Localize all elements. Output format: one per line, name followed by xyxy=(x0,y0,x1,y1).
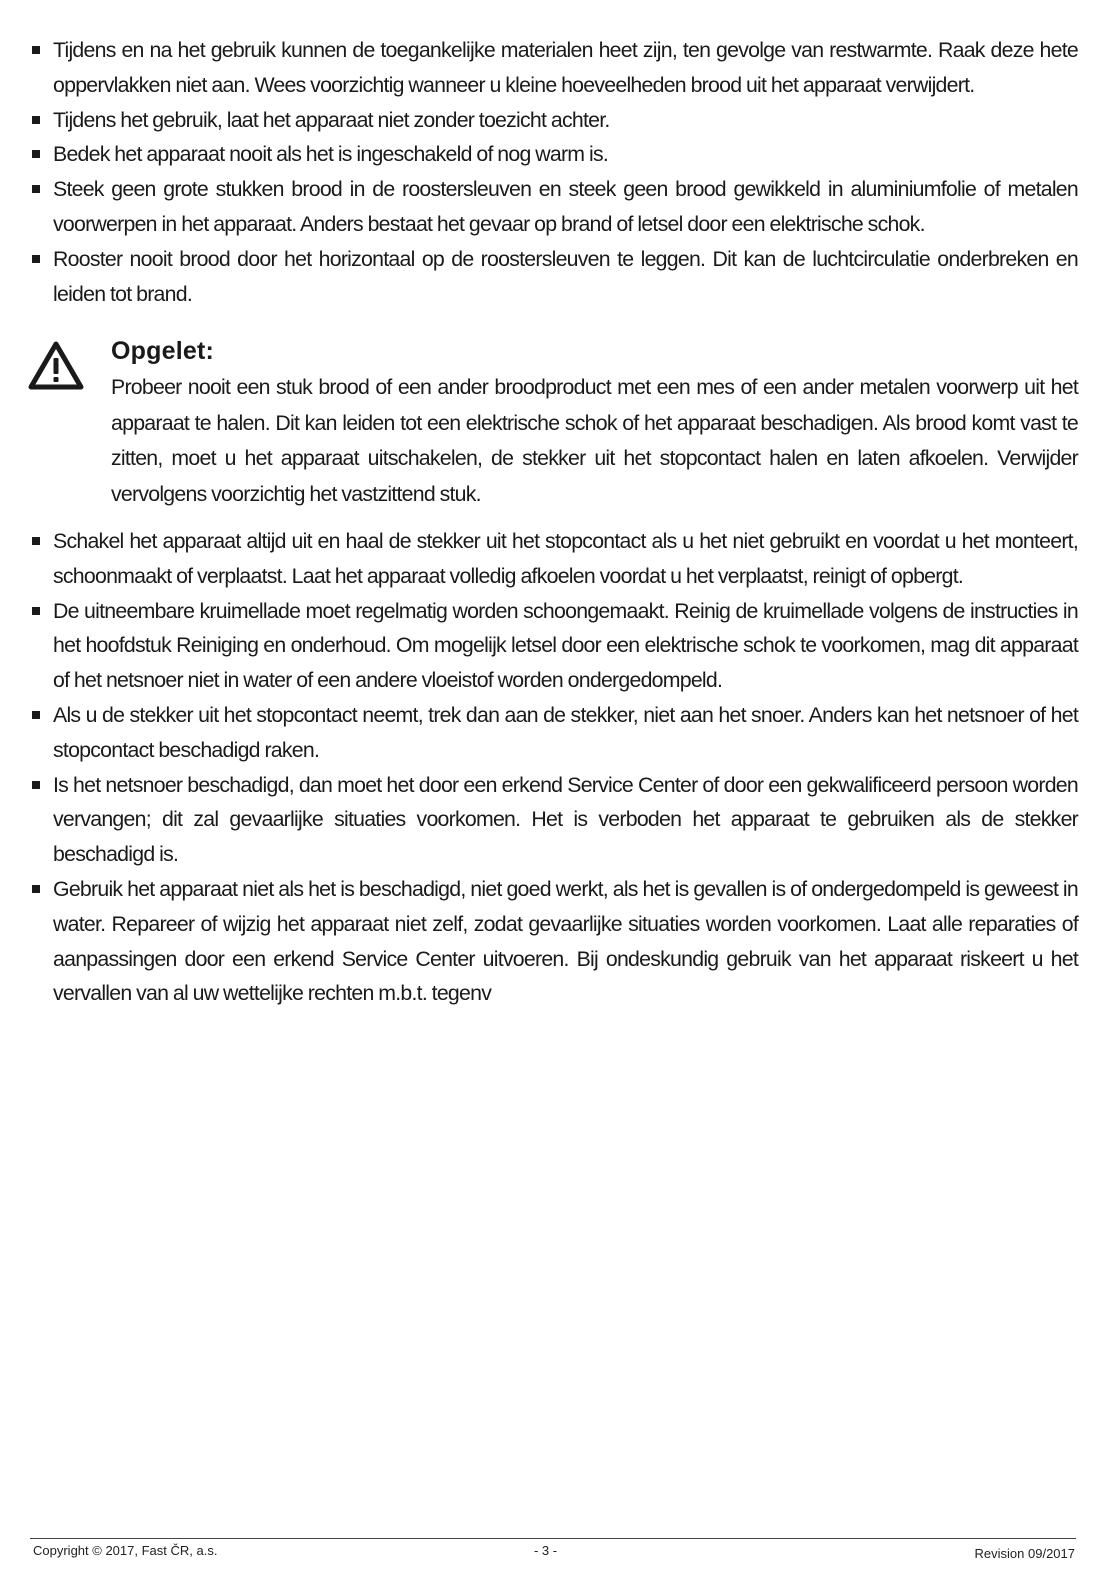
bullet-square-icon xyxy=(32,185,40,193)
bullet-square-icon xyxy=(32,781,40,789)
safety-list-top xyxy=(28,33,1078,311)
list-item-text: Tijdens en na het gebruik kunnen de toegankelijke materialen heet zijn, ten gevolge van restwarmte. Raak deze hete oppervlakken niet aan. Wees voorzichtig wanneer u kleine hoeveelheden brood uit het apparaat verwijdert. xyxy=(53,38,1078,97)
bullet-square-icon xyxy=(32,885,40,893)
list-item-text: Rooster nooit brood door het horizontaal op de roostersleuven te leggen. Dit kan de luchtcirculatie onderbreken en leiden tot brand. xyxy=(53,246,1078,306)
list-item xyxy=(28,872,1078,1011)
bullet-square-icon xyxy=(32,116,40,124)
warning-title: Opgelet: xyxy=(111,337,214,365)
list-item xyxy=(28,242,1078,312)
safety-list-bottom xyxy=(28,524,1078,1011)
list-item xyxy=(28,172,1078,242)
list-item xyxy=(28,103,1078,138)
list-item-text: De uitneembare kruimellade moet regelmatig worden schoongemaakt. Reinig de kruimellade volgens de instructies in het hoofdstuk Reiniging en onderhoud. Om mogelijk letsel door een elektrische schok te voorkomen, mag dit apparaat of het netsnoer niet in water of een andere vloeistof worden ondergedompeld. xyxy=(53,598,1078,693)
footer-page-number: - 3 - xyxy=(533,1543,558,1558)
bullet-square-icon xyxy=(32,711,40,719)
bullet-square-icon xyxy=(32,46,40,54)
list-item-text: Bedek het apparaat nooit als het is ingeschakeld of nog warm is. xyxy=(53,142,609,167)
list-item-text: Als u de stekker uit het stopcontact neemt, trek dan aan de stekker, niet aan het snoer. Anders kan het netsnoer of het stopcontact beschadigd raken. xyxy=(53,702,1078,762)
list-item xyxy=(28,137,1078,172)
list-item xyxy=(28,768,1078,872)
list-item-text: Gebruik het apparaat niet als het is beschadigd, niet goed werkt, als het is gevallen is of ondergedompeld is geweest in water. Repareer of wijzig het apparaat niet zelf, zodat gevaarlijke situaties worden voorkomen. Laat alle reparaties of aanpassingen door een erkend Service Center uitvoeren. Bij ondeskundig gebruik van het apparaat riskeert u het vervallen van al uw wettelijke rechten m.b.t. tegenv xyxy=(53,876,1078,1006)
list-item xyxy=(28,524,1078,594)
warning-text: Probeer nooit een stuk brood of een ander broodproduct met een mes of een ander metalen voorwerp uit het apparaat te halen. Dit kan leiden tot een elektrische schok of het apparaat beschadigen. Als brood komt vast te zitten, moet u het apparaat uitschakelen, de stekker uit het stopcontact halen en laten afkoelen. Verwijder vervolgens voorzichtig het vastzittend stuk. xyxy=(111,375,1078,506)
list-item xyxy=(28,594,1078,698)
list-item-text: Is het netsnoer beschadigd, dan moet het door een erkend Service Center of door een gekwalificeerd persoon worden vervangen; dit zal gevaarlijke situaties voorkomen. Het is verboden het apparaat te gebruiken als de stekker beschadigd is. xyxy=(53,772,1078,867)
footer-divider xyxy=(30,1538,1076,1539)
bullet-square-icon xyxy=(32,150,40,158)
list-item xyxy=(28,698,1078,768)
list-item xyxy=(28,33,1078,103)
bullet-square-icon xyxy=(32,607,40,615)
footer-revision: Revision 09/2017 xyxy=(974,1546,1075,1561)
list-item-text: Tijdens het gebruik, laat het apparaat niet zonder toezicht achter. xyxy=(53,107,610,132)
list-item-text: Steek geen grote stukken brood in de roostersleuven en steek geen brood gewikkeld in aluminiumfolie of metalen voorwerpen in het apparaat. Anders bestaat het gevaar op brand of letsel door een elektrische schok. xyxy=(53,177,1078,236)
bullet-square-icon xyxy=(32,255,40,263)
footer-copyright: Copyright © 2017, Fast ČR, a.s. xyxy=(33,1543,218,1558)
bullet-square-icon xyxy=(32,537,40,545)
warning-block xyxy=(28,333,1078,513)
warning-triangle-icon xyxy=(28,341,84,391)
list-item-text: Schakel het apparaat altijd uit en haal de stekker uit het stopcontact als u het niet gebruikt en voordat u het monteert, schoonmaakt of verplaatst. Laat het apparaat volledig afkoelen voordat u het verplaatst, reinigt of opbergt. xyxy=(53,529,1078,588)
